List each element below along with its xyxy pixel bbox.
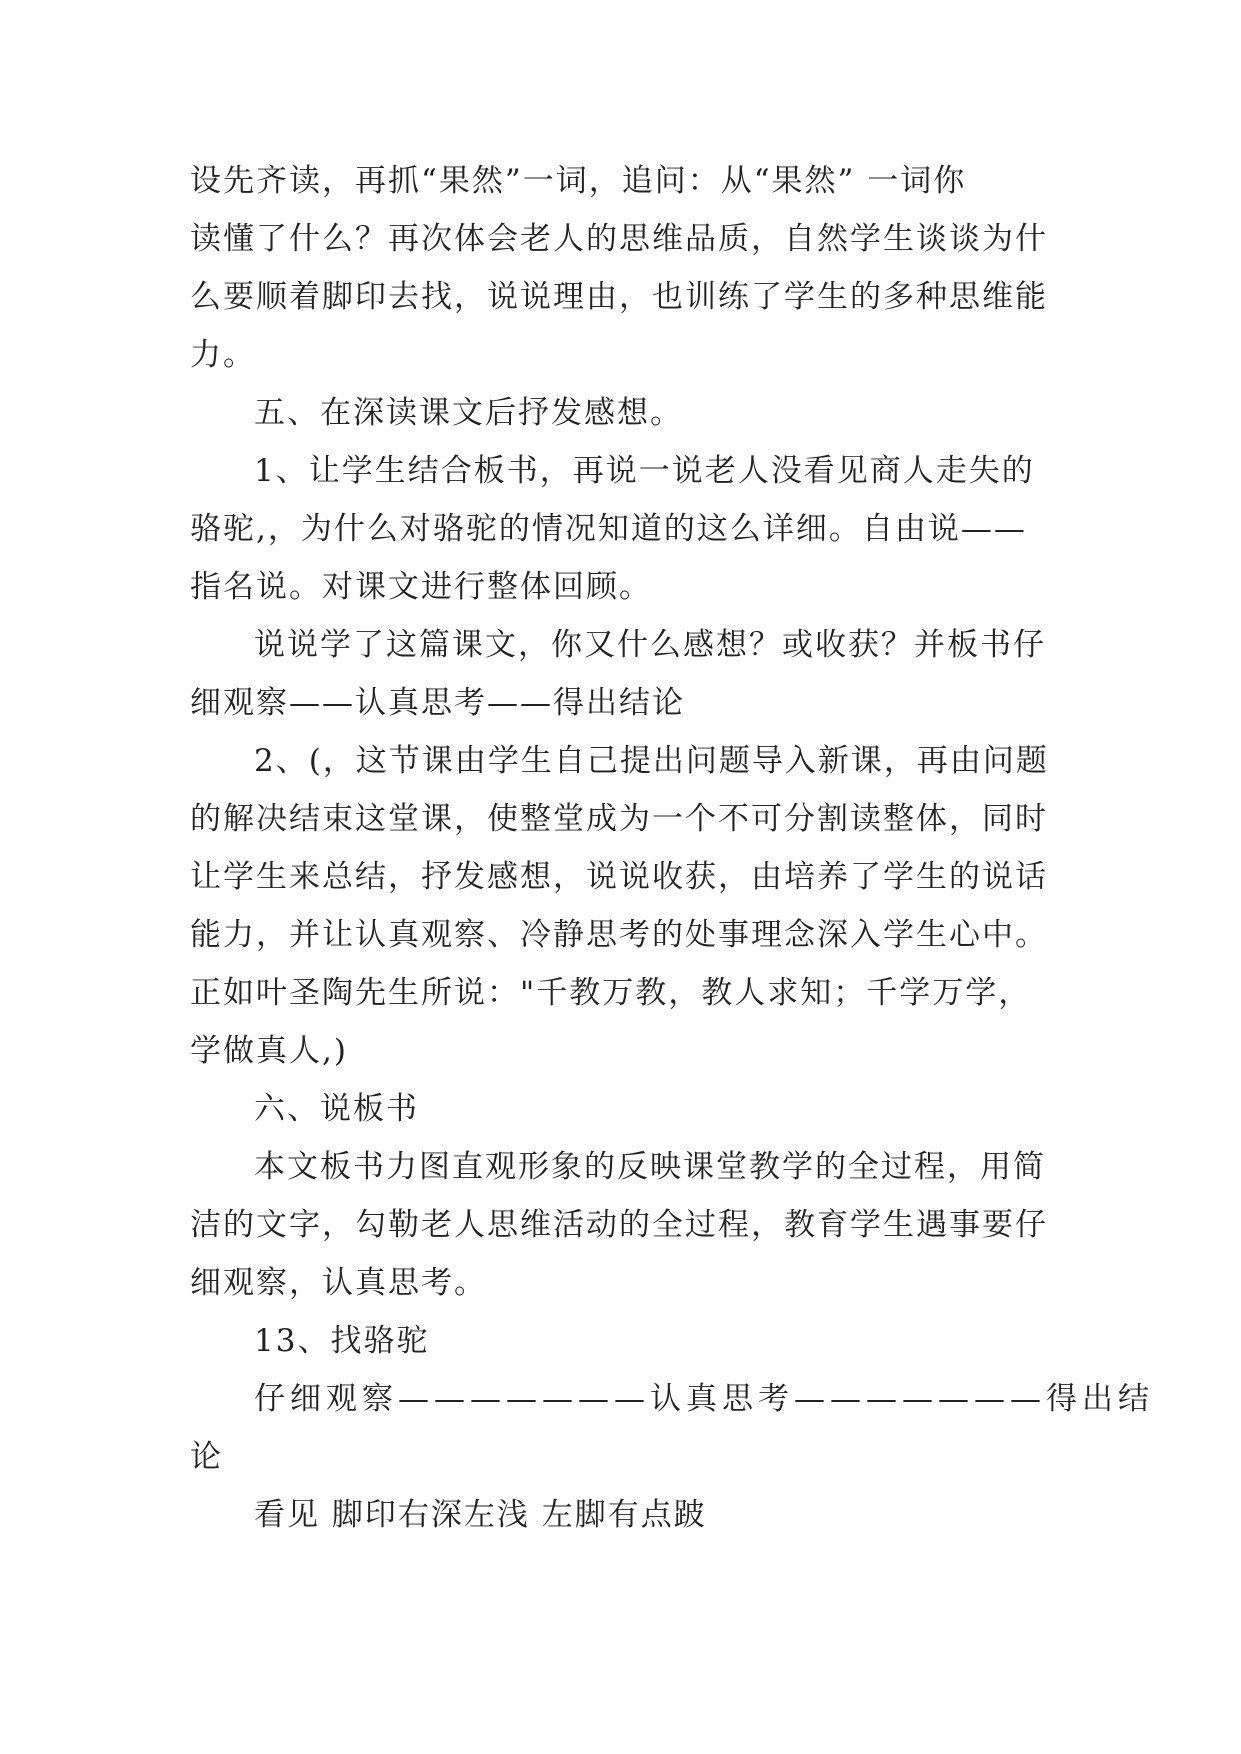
text-line: 能力，并让认真观察、冷静思考的处事理念深入学生心中。 [190,917,1048,953]
text-line: 设先齐读，再抓“果然”一词，追问：从“果然” 一词你 [190,163,967,199]
text-line: 让学生来总结，抒发感想，说说收获，由培养了学生的说话 [190,859,1048,895]
text-line: 读懂了什么？再次体会老人的思维品质，自然学生谈谈为什 [190,221,1048,257]
text-line: 论 [190,1439,223,1475]
lesson-title: 13、找骆驼 [254,1323,430,1359]
document-page [190,152,1154,1544]
text-line: 骆驼,，为什么对骆驼的情况知道的这么详细。自由说—— [190,511,1027,547]
text-line: 1、让学生结合板书，再说一说老人没看见商人走失的 [254,453,1035,489]
text-line: 的解决结束这堂课，使整堂成为一个不可分割读整体，同时 [190,801,1048,837]
board-writing-line: 仔细观察———————认真思考———————得出结 [254,1381,1154,1417]
text-line: 2、(，这节课由学生自己提出问题导入新课，再由问题 [254,743,1049,779]
text-line: 细观察——认真思考——得出结论 [190,685,685,721]
text-line: 正如叶圣陶先生所说："千教万教，教人求知；千学万学， [190,975,1032,1011]
board-writing-line: 看见 脚印右深左浅 左脚有点跛 [254,1497,707,1533]
text-line: 细观察，认真思考。 [190,1265,487,1301]
text-line: 本文板书力图直观形象的反映课堂教学的全过程，用简 [254,1149,1046,1185]
section-heading: 六、说板书 [254,1091,419,1127]
text-line: 力。 [190,337,256,373]
text-line: 么要顺着脚印去找，说说理由，也训练了学生的多种思维能 [190,279,1048,315]
text-line: 指名说。对课文进行整体回顾。 [190,569,652,605]
section-heading: 五、在深读课文后抒发感想。 [254,395,683,431]
text-line: 洁的文字，勾勒老人思维活动的全过程，教育学生遇事要仔 [190,1207,1048,1243]
text-line: 学做真人,) [190,1033,348,1069]
text-line: 说说学了这篇课文，你又什么感想？或收获？并板书仔 [254,627,1046,663]
